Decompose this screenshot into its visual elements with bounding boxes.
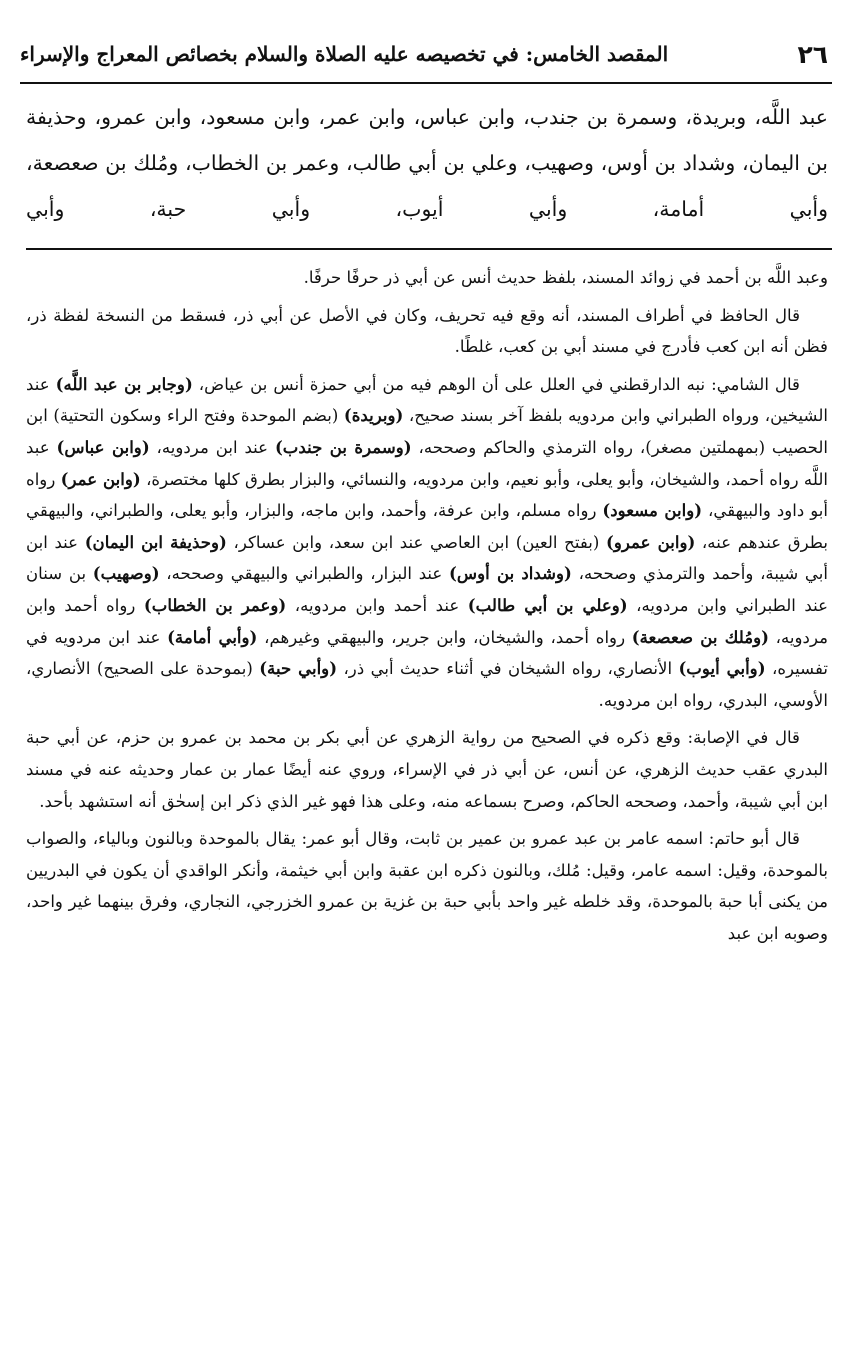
footnote-separator: [26, 248, 832, 250]
text-run: (بفتح العين) ابن العاصي عند ابن سعد، وابن عساكر،: [226, 532, 606, 552]
text-run: عند ابن أبي شيبة، وأحمد والترمذي وصححه،: [26, 532, 828, 584]
narrator-name: (وسمرة بن جندب): [274, 436, 412, 457]
text-run: الأنصاري، رواه الشيخان في أثناء حديث أبي ذر،: [337, 659, 679, 679]
text-run: رواه أبو داود والبيهقي،: [26, 469, 829, 521]
commentary-paragraph-4: قال في الإصابة: وقع ذكره في الصحيح من رواية الزهري عن أبي بكر بن محمد بن عمرو بن حزم، عن أبي حبة البدري عقب حديث الزهري، عن أنس، عن أبي ذر في الإسراء، وروي عنه أيضًا عمار بن عمار وحديثه عنه في مسند ابن أبي شيبة، وأحمد، وصححه الحاكم، وصرح بسماعه منه، وعلى هذا فهو غير الذي ذكر ابن إسحٰق أنه استشهد بأحد.: [26, 728, 828, 811]
text-run: عند أحمد وابن مردويه،: [286, 595, 468, 615]
commentary: [26, 262, 828, 955]
page-header: [20, 34, 828, 74]
commentary-paragraph-3: [26, 369, 828, 717]
narrator-name: (وصهيب): [92, 563, 160, 584]
narrator-name: (وجابر بن عبد اللَّه): [55, 373, 193, 394]
text-run: عند ابن مردويه،: [149, 437, 275, 457]
narrator-name: (وشداد بن أوس): [449, 563, 572, 584]
commentary-paragraph-1: وعبد اللَّه بن أحمد في زوائد المسند، بلفظ حديث أنس عن أبي ذر حرفًا حرفًا.: [303, 268, 828, 287]
text-run: قال الشامي: نبه الدارقطني في العلل على أن الوهم فيه من أبي حمزة أنس بن عياض،: [192, 374, 800, 394]
narrator-name: (وابن عباس): [56, 436, 150, 457]
text-run: عبد اللَّه رواه أحمد، والشيخان، وأبو يعلى، وأبو نعيم، وابن مردويه، والنسائي، والبزار بطرق كلها مختصرة،: [26, 437, 828, 489]
header-rule: [20, 82, 832, 84]
text-run: عند البزار، والطبراني والبيهقي وصححه،: [159, 564, 450, 584]
narrator-name: (وابن عمر): [60, 468, 141, 489]
narrator-name: (وأبي حبة): [259, 658, 338, 679]
narrator-name: (وابن عمرو): [605, 531, 696, 552]
narrator-name: (ومُلك بن صعصعة): [631, 626, 769, 647]
text-run: رواه مسلم، وابن عرفة، وأحمد، وابن ماجه، والبزار، وأبو يعلى، والطبراني، والبيهقي بطرق عندهم عنه،: [26, 501, 828, 552]
narrator-name: (وابن مسعود): [602, 500, 703, 521]
text-run: (بموحدة على الصحيح) الأنصاري، الأوسي، البدري، رواه ابن مردويه.: [26, 659, 828, 710]
text-run: عند الشيخين، ورواه الطبراني وابن مردويه بلفظ آخر بسند صحيح،: [26, 374, 828, 426]
text-run: بن سنان عند الطبراني وابن مردويه،: [26, 564, 828, 615]
commentary-paragraph-5: قال أبو حاتم: اسمه عامر بن عبد عمرو بن عمير بن ثابت، وقال أبو عمر: يقال بالموحدة وبالنون وبالياء، والصواب بالموحدة، وقيل: اسمه عامر، وقيل: مُلك، وبالنون ذكره ابن عقبة وابن أبي خيثمة، وأنكر الواقدي أن يكون في البدريين من يكنى أبا حبة بالموحدة، وقد خلطه غير واحد بأبي حبة بن غزية بن عمرو الخزرجي، النجاري، وفرق بينهما غير واحد، وصوبه ابن عبد: [26, 829, 828, 943]
narrator-name: (وعلي بن أبي طالب): [467, 594, 628, 615]
text-run: رواه أحمد وابن مردويه،: [26, 595, 828, 647]
main-text: عبد اللَّه، وبريدة، وسمرة بن جندب، وابن عباس، وابن عمر، وابن مسعود، وابن عمرو، وحذيفة بن اليمان، وشداد بن أوس، وصهيب، وعلي بن أبي طالب، وعمر بن الخطاب، ومُلك بن صعصعة، وأبي أمامة، وأبي أيوب، وأبي حبة، وأبي: [26, 105, 828, 221]
text-run: عند ابن مردويه في تفسيره،: [26, 627, 828, 679]
narrator-name: (وحذيفة ابن اليمان): [84, 531, 227, 552]
narrator-name: (وأبي أيوب): [678, 658, 766, 679]
narrator-name: (وبريدة): [343, 405, 404, 426]
narrator-name: (وأبي أمامة): [167, 626, 258, 647]
running-title: المقصد الخامس: في تخصيصه عليه الصلاة والسلام بخصائص المعراج والإسراء: [20, 42, 669, 66]
text-run: رواه أحمد، والشيخان، وابن جرير، والبيهقي وغيرهم،: [257, 627, 632, 647]
commentary-paragraph-2: قال الحافظ في أطراف المسند، أنه وقع فيه تحريف، وكان في الأصل عن أبي ذر، فسقط من النسخة لفظة ذر، فظن أنه ابن كعب فأدرج في مسند أبي بن كعب، غلطًا.: [26, 305, 828, 357]
page-number: ٢٦: [797, 39, 828, 69]
narrator-name: (وعمر بن الخطاب): [143, 594, 287, 615]
text-run: (بضم الموحدة وفتح الراء وسكون التحتية) ابن الحصيب (بمهملتين مصغر)، رواه الترمذي والحاكم وصححه،: [26, 406, 829, 457]
